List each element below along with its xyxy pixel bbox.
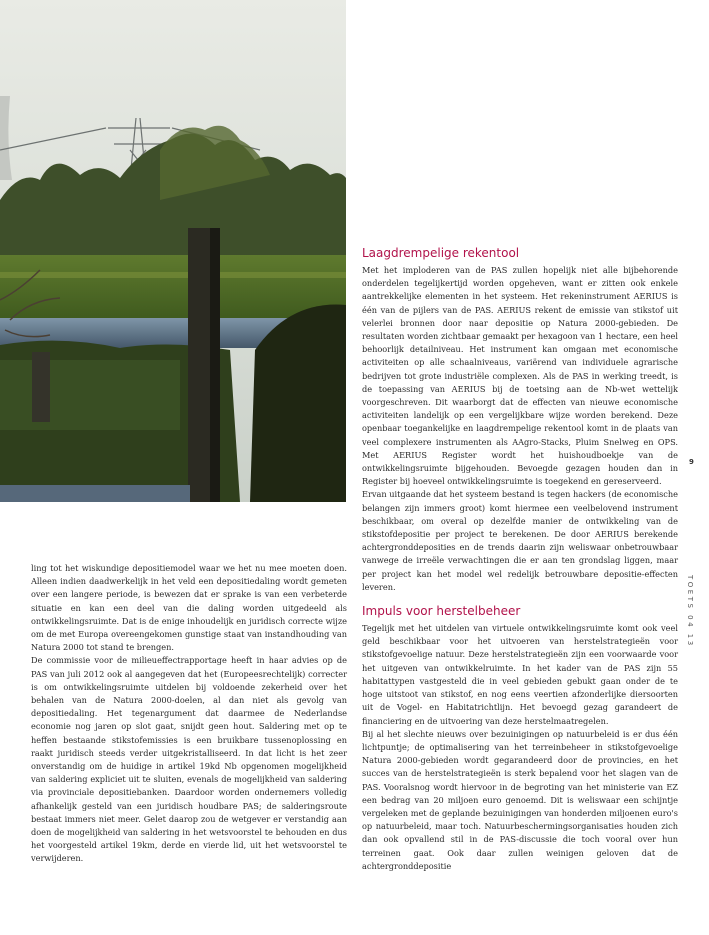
left-paragraph-2: De commissie voor de milieueffectrapportage heeft in haar advies op de PAS van juli 2012 ook al aangegeven dat het (Europeesrechtelijk) correcter is om ontwikkelingsruimte uitdelen bij voldoende zekerheid over het behalen van de Natura 2000-doelen, al dan niet als gevolg van depositiedaling. Het tegenargument dat daarmee de Nederlandse economie nog jaren op slot gaat, snijdt geen hout. Saldering met op te heffen bestaande stikstofemissies is een bruikbare tussenoplossing en raakt juridisch steeds verder uitgekristalliseerd. In dat licht is het zeer onverstandig om de huidige in artikel 19kd Nb opgenomen mogelijkheid van saldering expliciet uit te sluiten, evenals de mogelijkheid van saldering via provinciale depositiebanken. Daardoor worden ondernemers volledig afhankelijk gesteld van een juridisch houdbare PAS; de salderingsroute bestaat immers niet meer. Gelet daarop zou de wetgever er verstandig aan doen de mogelijkheid van saldering in het wetsvoorstel te behouden en dus het voorgesteld artikel 19km, derde en vierde lid, uit het wetsvoorstel te verwijderen.	[31, 655, 347, 864]
section-heading-herstelbeheer: Impuls voor herstelbeheer	[362, 604, 521, 619]
herstelbeheer-paragraph-2: Bij al het slechte nieuws over bezuinigingen op natuurbeleid is er dus één lichtpuntje; de optimalisering van het terreinbeheer in stikstofgevoelige Natura 2000-gebieden wordt gegarandeerd door de provincies, en het succes van de herstelstrategieën is sterk bepalend voor het slagen van de PAS. Vooralsnog wordt hiervoor in de begroting van het ministerie van EZ een bedrag van 20 miljoen euro genoemd. Dit is weliswaar een schijntje vergeleken met de geplande bezuinigingen van honderden miljoenen euro's op natuurbeleid, maar toch. Natuurbeschermingsorganisaties houden zich dan ook opvallend stil in de PAS-discussie die toch vooral over hun terreinen gaat. Ook daar zullen weinigen geloven dat de achtergronddepositie	[362, 728, 678, 871]
herstelbeheer-paragraph-1: Tegelijk met het uitdelen van virtuele ontwikkelingsruimte komt ook veel geld beschikbaar voor het uitvoeren van herstelstrategieën voor stikstofgevoelige natuur. Deze herstelstrategieën zijn een voorwaarde voor het uitgeven van ontwikkelruimte. In het kader van de PAS zijn 55 habitattypen vastgesteld die in veel gebieden gebukt gaan onder de te hoge uitstoot van stikstof, en nog eens veertien afzonderlijke diersoorten uit de Vogel- en Habitatrichtlijn. Het bevoegd gezag garandeert de financiering en de uitvoering van deze herstelmaatregelen.	[362, 623, 678, 726]
right-column	[362, 246, 678, 873]
rekentool-paragraph-1: Met het imploderen van de PAS zullen hopelijk niet alle bijbehorende onderdelen tegelijkertijd worden opgeheven, want er zitten ook enkele aantrekkelijke elementen in het systeem. Het rekeninstrument AERIUS is één van de pijlers van de PAS. AERIUS rekent de emissie van stikstof uit velerlei bronnen door naar depositie op Natura 2000-gebieden. De resultaten worden zichtbaar gemaakt per hexagoon van 1 hectare, een heel behoorlijk detailniveau. Het instrument kan omgaan met economische activiteiten op alle schaalniveaus, variërend van individuele agrarische bedrijven tot grote industriële complexen. Als de PAS in werking treedt, is de toepassing van AERIUS bij de toetsing aan de Nb-wet wettelijk voorgeschreven. Dit waarborgt dat de effecten van nieuwe economische activiteiten landelijk op een vergelijkbare wijze worden berekend. Deze openbaar toegankelijke en laagdrempelige rekentool komt in de plaats van veel complexere instrumenten als AAgro-Stacks, Pluim Snelweg en OPS. Met AERIUS Register wordt het huishoudboekje van de ontwikkelingsruimte bijgehouden. Bevoegde gezagen houden dan in Register bij hoeveel ontwikkelingsruimte is toegekend en gereserveerd.	[362, 265, 678, 487]
section-heading-rekentool: Laagdrempelige rekentool	[362, 246, 520, 260]
running-head: TOETS 04 13	[686, 575, 694, 648]
landscape-photo	[0, 0, 346, 502]
page-number: 9	[689, 458, 694, 466]
left-paragraph-1: ling tot het wiskundige depositiemodel waar we het nu mee moeten doen. Alleen indien daadwerkelijk in het veld een depositiedaling wordt gemeten over een langere periode, is bewezen dat er sprake is van een verbeterde situatie en kan een deel van die daling worden uitgedeeld als ontwikkelingsruimte. Dat is de enige inhoudelijk en juridisch correcte wijze om de met Europa overeengekomen gunstige staat van instandhouding van Natura 2000 tot stand te brengen.	[31, 563, 347, 653]
rekentool-paragraph-2: Ervan uitgaande dat het systeem bestand is tegen hackers (de economische belangen zijn immers groot) komt hiermee een veelbelovend instrument beschikbaar, om overal op dezelfde manier de ontwikkeling van de stikstofdepositie per project te berekenen. De door AERIUS berekende achtergronddeposities en de trends daarin zijn weliswaar onbetrouwbaar vanwege de irreële verwachtingen die er aan ten grondslag liggen, maar per project kan het model wel redelijk betrouwbare depositie-effecten leveren.	[362, 489, 678, 592]
left-column	[31, 562, 347, 866]
